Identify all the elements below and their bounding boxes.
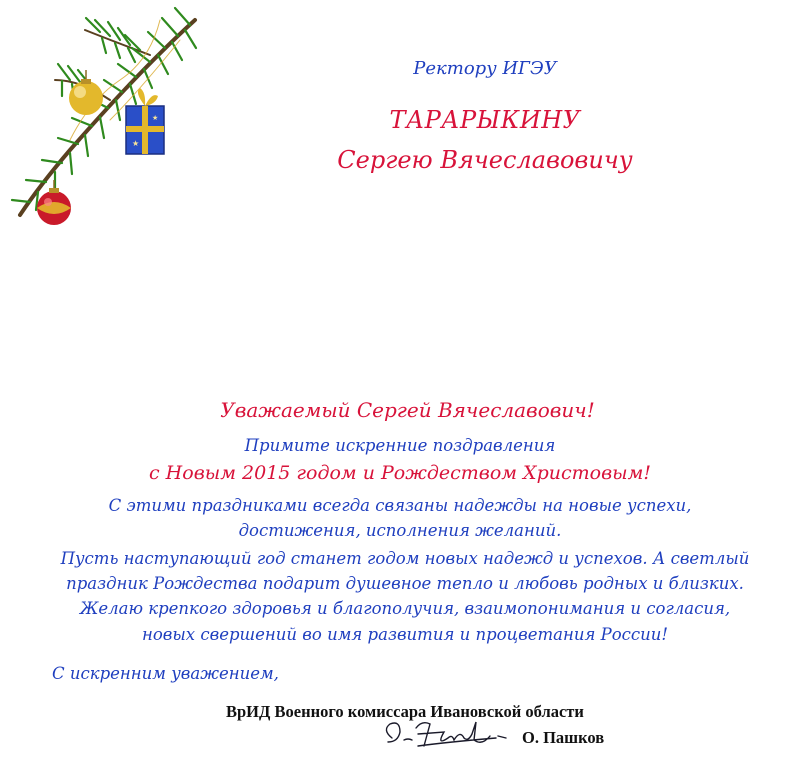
svg-text:★: ★ — [132, 139, 140, 148]
signatory-position: ВрИД Военного комиссара Ивановской области — [226, 702, 584, 721]
greeting: Уважаемый Сергей Вячеславович! — [220, 398, 595, 422]
signatory-name: О. Пашков — [522, 728, 605, 747]
letter-line: Желаю крепкого здоровья и благополучия, взаимопонимания и согласия, — [79, 599, 731, 618]
letter-line: праздник Рождества подарит душевное тепло и любовь родных и близких. — [66, 574, 744, 593]
letter-line-holiday: с Новым 2015 годом и Рождеством Христовым! — [149, 462, 651, 484]
addressee-surname: ТАРАРЫКИНУ — [389, 106, 581, 134]
addressee-name: Сергею Вячеславовичу — [337, 146, 633, 174]
letter-line: Пусть наступающий год станет годом новых надежд и успехов. А светлый — [60, 549, 750, 568]
letter-line: С этими праздниками всегда связаны надежды на новые успехи, — [108, 496, 692, 515]
svg-text:★: ★ — [152, 114, 159, 122]
letter-line: достижения, исполнения желаний. — [238, 521, 562, 540]
letter-line: Примите искренние поздравления — [244, 436, 556, 455]
letter-line: новых свершений во имя развития и процветания России! — [141, 625, 669, 644]
addressee-title: Ректору ИГЭУ — [413, 58, 557, 79]
handwritten-signature — [378, 716, 518, 752]
closing: С искренним уважением, — [52, 664, 279, 683]
